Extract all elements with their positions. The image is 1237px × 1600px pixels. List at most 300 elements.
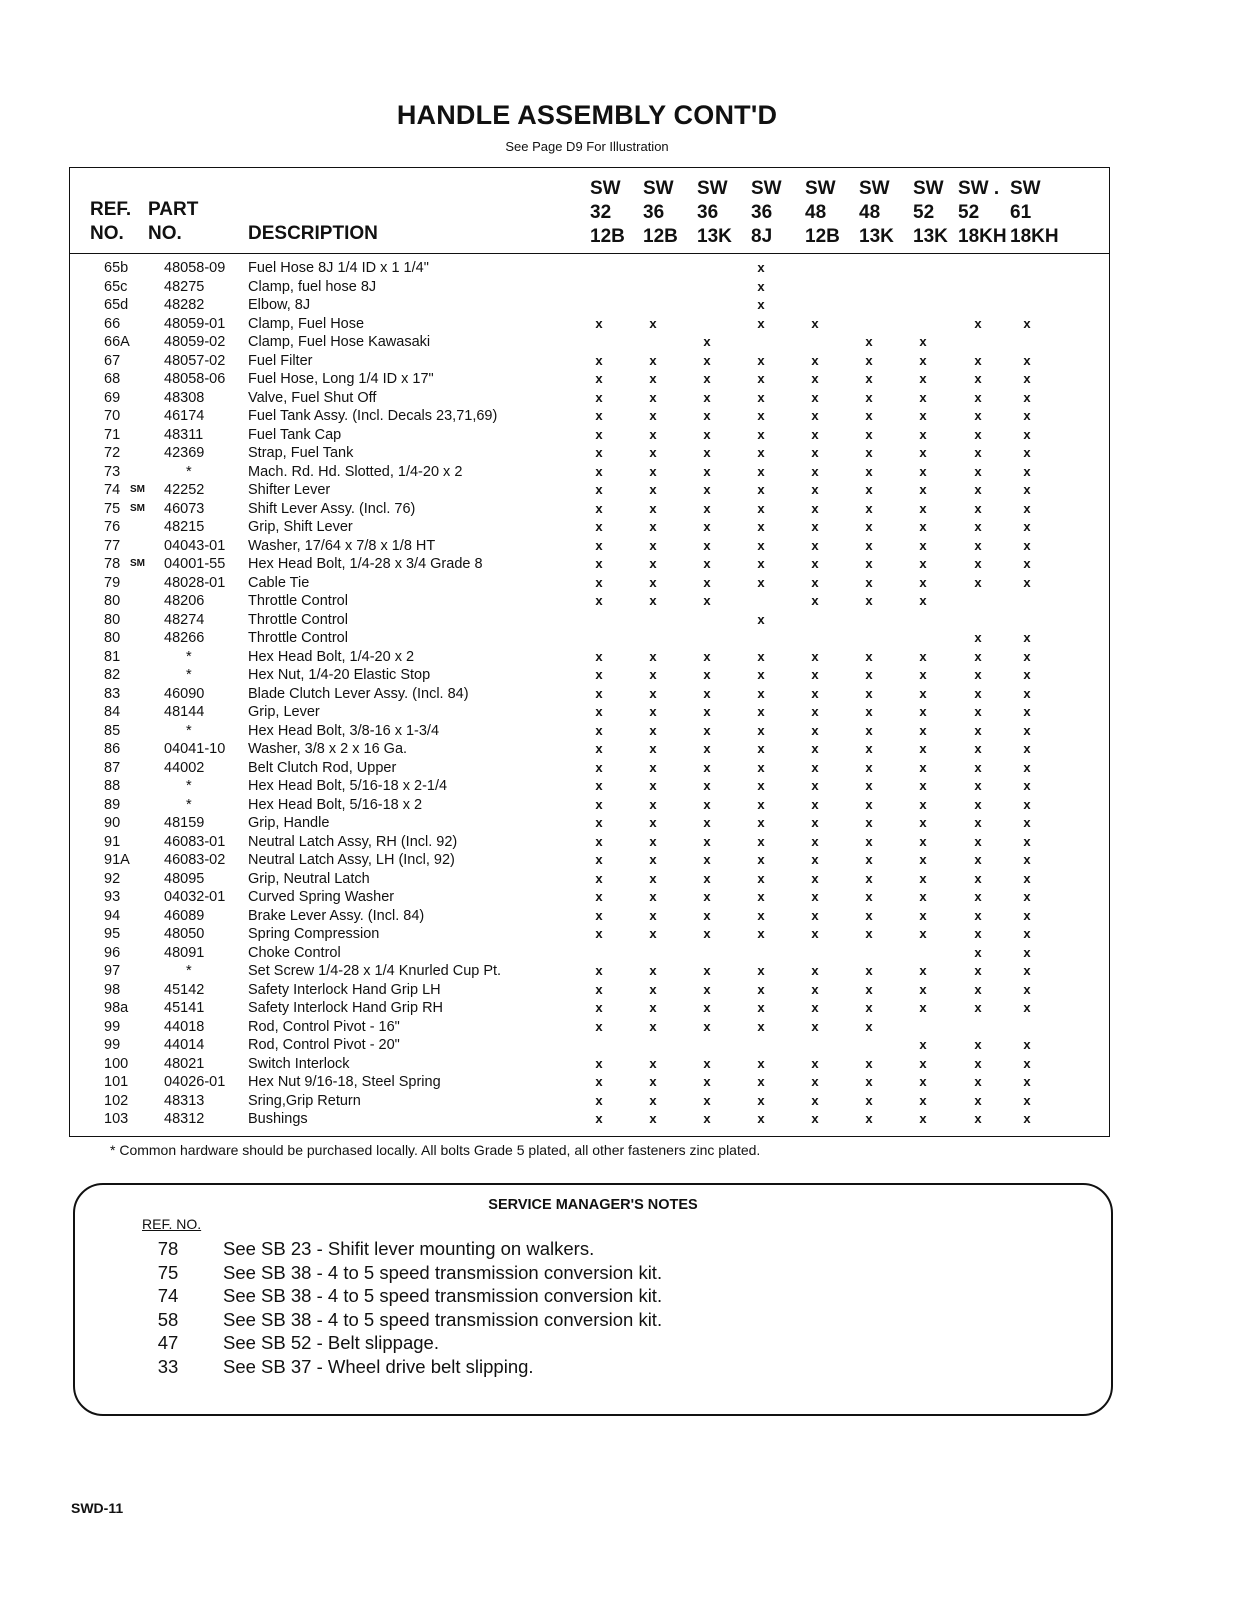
- applicability-mark: x: [703, 778, 711, 793]
- applicability-mark: x: [974, 944, 982, 960]
- ref-no-cell: 65c: [104, 278, 128, 295]
- applicability-mark: x: [649, 352, 657, 368]
- table-row: [70, 1018, 1109, 1037]
- ref-no-cell: 95: [104, 926, 121, 942]
- applicability-mark: x: [703, 796, 711, 812]
- part-no-cell: 46073: [164, 500, 205, 517]
- note-ref: 78: [157, 1238, 179, 1259]
- applicability-mark: x: [865, 445, 873, 460]
- description-cell: Neutral Latch Assy, RH (Incl. 92): [248, 833, 458, 850]
- ref-no-cell: 84: [104, 704, 121, 720]
- part-no-cell: 46083-02: [164, 852, 226, 868]
- applicability-mark: x: [811, 870, 819, 886]
- applicability-mark: x: [919, 889, 927, 904]
- applicability-mark: x: [865, 1092, 873, 1108]
- description-cell: Clamp, fuel hose 8J: [248, 278, 377, 295]
- service-manager-flag: SM: [130, 484, 145, 495]
- applicability-mark: x: [757, 1074, 765, 1089]
- description-cell: Bushings: [248, 1111, 308, 1127]
- description-cell: Choke Control: [248, 944, 341, 961]
- applicability-mark: x: [1023, 685, 1031, 701]
- note-ref: 58: [157, 1308, 179, 1330]
- applicability-mark: x: [1023, 315, 1031, 331]
- ref-no-cell: 101: [104, 1074, 129, 1090]
- part-no-cell: 48059-01: [164, 315, 226, 332]
- applicability-mark: x: [649, 963, 657, 978]
- description-cell: Fuel Tank Cap: [248, 426, 342, 443]
- part-no-cell: 48028-01: [164, 574, 226, 591]
- applicability-mark: x: [974, 667, 982, 682]
- applicability-mark: x: [974, 722, 982, 738]
- applicability-mark: x: [757, 722, 765, 738]
- ref-no-cell: 99: [104, 1018, 121, 1035]
- applicability-mark: x: [649, 852, 657, 867]
- applicability-mark: x: [649, 907, 657, 923]
- applicability-mark: x: [919, 963, 927, 978]
- description-cell: Hex Head Bolt, 1/4-20 x 2: [248, 648, 415, 665]
- applicability-mark: x: [1023, 778, 1031, 793]
- applicability-mark: x: [811, 315, 819, 331]
- description-cell: Hex Head Bolt, 1/4-28 x 3/4 Grade 8: [248, 556, 483, 572]
- applicability-mark: x: [1023, 537, 1031, 553]
- applicability-mark: x: [811, 722, 819, 738]
- applicability-mark: x: [757, 778, 765, 793]
- description-cell: Clamp, Fuel Hose: [248, 315, 365, 332]
- applicability-mark: x: [919, 796, 927, 812]
- applicability-mark: x: [974, 426, 982, 442]
- applicability-mark: x: [811, 426, 819, 442]
- part-no-cell: 48206: [164, 593, 205, 609]
- applicability-mark: x: [865, 556, 873, 571]
- applicability-mark: x: [919, 389, 927, 405]
- part-no-cell: 44002: [164, 759, 205, 776]
- applicability-mark: x: [595, 796, 603, 812]
- applicability-mark: x: [703, 870, 711, 886]
- description-cell: Throttle Control: [248, 630, 348, 646]
- applicability-mark: x: [919, 334, 927, 349]
- applicability-mark: x: [757, 685, 765, 701]
- applicability-mark: x: [595, 1055, 603, 1071]
- applicability-mark: x: [865, 519, 873, 534]
- applicability-mark: x: [865, 741, 873, 756]
- applicability-mark: x: [811, 778, 819, 793]
- part-no-cell: 48058-09: [164, 260, 226, 276]
- ref-no-cell: 68: [104, 371, 121, 387]
- applicability-mark: x: [595, 1000, 603, 1015]
- applicability-mark: x: [703, 334, 711, 349]
- applicability-mark: x: [974, 741, 982, 756]
- applicability-mark: x: [865, 500, 873, 516]
- description-cell: Fuel Hose, Long 1/4 ID x 17": [248, 371, 434, 387]
- table-row: [70, 981, 1109, 1000]
- part-no-cell: 48159: [164, 815, 205, 831]
- description-cell: Rod, Control Pivot - 16": [248, 1018, 400, 1035]
- applicability-mark: x: [865, 815, 873, 830]
- table-row: [70, 1055, 1109, 1074]
- applicability-mark: x: [919, 907, 927, 923]
- description-cell: Hex Head Bolt, 3/8-16 x 1-3/4: [248, 722, 440, 739]
- applicability-mark: x: [703, 981, 711, 997]
- applicability-mark: x: [703, 593, 711, 608]
- applicability-mark: x: [1023, 796, 1031, 812]
- applicability-mark: x: [919, 870, 927, 886]
- applicability-mark: x: [649, 389, 657, 405]
- table-row: [70, 444, 1109, 463]
- description-cell: Hex Head Bolt, 5/16-18 x 2-1/4: [248, 778, 448, 794]
- applicability-mark: x: [811, 408, 819, 423]
- description-cell: Strap, Fuel Tank: [248, 445, 354, 461]
- applicability-mark: x: [919, 574, 927, 590]
- applicability-mark: x: [865, 426, 873, 442]
- applicability-mark: x: [1023, 1111, 1031, 1126]
- table-row: [70, 999, 1109, 1018]
- applicability-mark: x: [595, 926, 603, 941]
- applicability-mark: x: [865, 648, 873, 664]
- applicability-mark: x: [865, 352, 873, 368]
- footnote: * Common hardware should be purchased locally. All bolts Grade 5 plated, all other fasteners zinc plated.: [110, 1142, 761, 1158]
- applicability-mark: x: [757, 611, 765, 627]
- applicability-mark: x: [703, 852, 711, 867]
- applicability-mark: x: [1023, 944, 1031, 960]
- applicability-mark: x: [919, 926, 927, 941]
- part-no-cell: 48091: [164, 944, 205, 961]
- applicability-mark: x: [649, 315, 657, 331]
- table-row: [70, 463, 1109, 482]
- applicability-mark: x: [811, 667, 819, 682]
- applicability-mark: x: [649, 926, 657, 941]
- model-column-header: SW 48 13K: [859, 178, 894, 247]
- applicability-mark: x: [919, 408, 927, 423]
- applicability-mark: x: [1023, 870, 1031, 886]
- applicability-mark: x: [757, 833, 765, 849]
- applicability-mark: x: [757, 667, 765, 682]
- applicability-mark: x: [865, 463, 873, 479]
- ref-no-cell: 66: [104, 315, 121, 332]
- applicability-mark: x: [1023, 426, 1031, 442]
- applicability-mark: x: [1023, 463, 1031, 479]
- ref-no-cell: 76: [104, 519, 121, 535]
- table-row: [70, 814, 1109, 833]
- applicability-mark: x: [757, 1092, 765, 1108]
- applicability-mark: x: [757, 426, 765, 442]
- part-no-cell: 48057-02: [164, 352, 226, 369]
- part-no-cell: 48311: [164, 426, 204, 443]
- part-no-cell: 48058-06: [164, 371, 226, 387]
- applicability-mark: x: [811, 1055, 819, 1071]
- part-no-cell: 04043-01: [164, 537, 226, 554]
- applicability-mark: x: [757, 278, 765, 294]
- description-cell: Fuel Tank Assy. (Incl. Decals 23,71,69): [248, 408, 498, 424]
- applicability-mark: x: [919, 1111, 927, 1126]
- applicability-mark: x: [974, 463, 982, 479]
- applicability-mark: x: [1023, 1000, 1031, 1015]
- applicability-mark: x: [703, 926, 711, 941]
- ref-no-cell: 91A: [104, 852, 130, 868]
- applicability-mark: x: [865, 1074, 873, 1089]
- applicability-mark: x: [974, 1000, 982, 1015]
- model-column-header: SW 36 13K: [697, 178, 732, 247]
- applicability-mark: x: [649, 870, 657, 886]
- description-cell: Shifter Lever: [248, 482, 331, 498]
- applicability-mark: x: [919, 500, 927, 516]
- page-title: HANDLE ASSEMBLY CONT'D: [396, 100, 778, 130]
- applicability-mark: x: [649, 704, 657, 719]
- applicability-mark: x: [865, 981, 873, 997]
- table-row: [70, 685, 1109, 704]
- ref-no-cell: 78: [104, 556, 121, 572]
- parts-table: [69, 167, 1110, 1137]
- ref-no-cell: 82: [104, 667, 121, 683]
- applicability-mark: x: [919, 482, 927, 497]
- applicability-mark: x: [974, 519, 982, 534]
- part-no-cell: 45141: [164, 1000, 205, 1016]
- model-column-header: SW 52 13K: [913, 178, 948, 247]
- part-no-cell: 48144: [164, 704, 205, 720]
- applicability-mark: x: [1023, 371, 1031, 386]
- table-row: [70, 333, 1109, 352]
- ref-no-cell: 72: [104, 445, 121, 461]
- ref-no-cell: 65b: [104, 260, 129, 276]
- applicability-mark: x: [1023, 667, 1031, 682]
- ref-no-cell: 75: [104, 500, 121, 517]
- applicability-mark: x: [974, 574, 982, 590]
- applicability-mark: x: [974, 482, 982, 497]
- model-column-header: SW 32 12B: [590, 178, 625, 247]
- applicability-mark: x: [1023, 833, 1031, 849]
- applicability-mark: x: [595, 741, 603, 756]
- table-row: [70, 481, 1109, 500]
- description-cell: Washer, 17/64 x 7/8 x 1/8 HT: [248, 537, 436, 554]
- ref-no-cell: 73: [104, 463, 121, 480]
- applicability-mark: x: [703, 408, 711, 423]
- applicability-mark: x: [595, 722, 603, 738]
- ref-no-cell: 66A: [104, 334, 130, 350]
- applicability-mark: x: [811, 889, 819, 904]
- applicability-mark: x: [703, 556, 711, 571]
- applicability-mark: x: [974, 630, 982, 645]
- applicability-mark: x: [811, 500, 819, 516]
- applicability-mark: x: [595, 371, 603, 386]
- part-no-cell: 48266: [164, 630, 205, 646]
- applicability-mark: x: [595, 445, 603, 460]
- table-row: [70, 629, 1109, 648]
- part-no-cell: *: [186, 667, 192, 683]
- part-no-cell: 46090: [164, 685, 205, 702]
- table-row: [70, 703, 1109, 722]
- applicability-mark: x: [811, 648, 819, 664]
- note-ref: 33: [157, 1355, 179, 1377]
- table-row: [70, 888, 1109, 907]
- applicability-mark: x: [649, 1055, 657, 1071]
- description-cell: Mach. Rd. Hd. Slotted, 1/4-20 x 2: [248, 463, 463, 480]
- applicability-mark: x: [865, 1000, 873, 1015]
- part-no-cell: 04026-01: [164, 1074, 226, 1090]
- table-row: [70, 518, 1109, 537]
- applicability-mark: x: [974, 963, 982, 978]
- note-text: See SB 52 - Belt slippage.: [223, 1332, 439, 1353]
- applicability-mark: x: [811, 445, 819, 460]
- applicability-mark: x: [757, 500, 765, 516]
- applicability-mark: x: [703, 907, 711, 923]
- applicability-mark: x: [811, 1074, 819, 1089]
- applicability-mark: x: [811, 926, 819, 941]
- applicability-mark: x: [865, 907, 873, 923]
- applicability-mark: x: [811, 537, 819, 553]
- applicability-mark: x: [811, 1018, 819, 1034]
- ref-no-cell: 80: [104, 630, 121, 646]
- applicability-mark: x: [595, 852, 603, 867]
- applicability-mark: x: [974, 796, 982, 812]
- applicability-mark: x: [865, 704, 873, 719]
- description-cell: Set Screw 1/4-28 x 1/4 Knurled Cup Pt.: [248, 963, 502, 979]
- applicability-mark: x: [703, 352, 711, 368]
- description-cell: Grip, Neutral Latch: [248, 870, 370, 887]
- part-no-cell: 42252: [164, 482, 205, 498]
- applicability-mark: x: [1023, 722, 1031, 738]
- applicability-mark: x: [703, 889, 711, 904]
- applicability-mark: x: [649, 778, 657, 793]
- applicability-mark: x: [919, 1055, 927, 1071]
- table-row: [70, 1110, 1109, 1129]
- applicability-mark: x: [595, 482, 603, 497]
- applicability-mark: x: [649, 593, 657, 608]
- ref-no-cell: 81: [104, 648, 121, 665]
- applicability-mark: x: [919, 352, 927, 368]
- applicability-mark: x: [649, 500, 657, 516]
- applicability-mark: x: [649, 519, 657, 534]
- notes-title: SERVICE MANAGER'S NOTES: [488, 1197, 698, 1213]
- applicability-mark: x: [757, 889, 765, 904]
- applicability-mark: x: [919, 722, 927, 738]
- applicability-mark: x: [703, 371, 711, 386]
- applicability-mark: x: [865, 926, 873, 941]
- applicability-mark: x: [703, 648, 711, 664]
- applicability-mark: x: [595, 463, 603, 479]
- part-no-cell: 48313: [164, 1092, 205, 1109]
- description-cell: Throttle Control: [248, 611, 348, 628]
- applicability-mark: x: [595, 408, 603, 423]
- applicability-mark: x: [1023, 389, 1031, 405]
- applicability-mark: x: [974, 445, 982, 460]
- description-cell: Spring Compression: [248, 926, 380, 942]
- applicability-mark: x: [649, 833, 657, 849]
- applicability-mark: x: [811, 371, 819, 386]
- ref-no-cell: 98: [104, 981, 121, 998]
- applicability-mark: x: [974, 556, 982, 571]
- part-no-cell: 48059-02: [164, 334, 226, 350]
- applicability-mark: x: [757, 963, 765, 978]
- note-text: See SB 38 - 4 to 5 speed transmission conversion kit.: [223, 1308, 663, 1330]
- applicability-mark: x: [811, 852, 819, 867]
- applicability-mark: x: [974, 389, 982, 405]
- note-text: See SB 23 - Shifit lever mounting on walkers.: [223, 1238, 595, 1259]
- applicability-mark: x: [1023, 907, 1031, 923]
- description-cell: Grip, Shift Lever: [248, 519, 353, 535]
- applicability-mark: x: [811, 593, 819, 608]
- applicability-mark: x: [974, 981, 982, 997]
- applicability-mark: x: [974, 1055, 982, 1071]
- applicability-mark: x: [865, 537, 873, 553]
- applicability-mark: x: [703, 482, 711, 497]
- applicability-mark: x: [703, 389, 711, 405]
- applicability-mark: x: [1023, 519, 1031, 534]
- applicability-mark: x: [865, 1018, 873, 1034]
- applicability-mark: x: [811, 1111, 819, 1126]
- model-column-header: SW 36 8J: [751, 178, 782, 247]
- applicability-mark: x: [595, 981, 603, 997]
- applicability-mark: x: [703, 574, 711, 590]
- applicability-mark: x: [649, 815, 657, 830]
- ref-no-cell: 74: [104, 482, 121, 498]
- applicability-mark: x: [595, 352, 603, 368]
- note-text: See SB 38 - 4 to 5 speed transmission conversion kit.: [223, 1285, 663, 1306]
- model-column-header: SW 48 12B: [805, 178, 840, 247]
- description-cell: Hex Nut 9/16-18, Steel Spring: [248, 1074, 441, 1090]
- note-text: See SB 37 - Wheel drive belt slipping.: [223, 1355, 534, 1377]
- part-no-header: PART NO.: [148, 199, 199, 244]
- description-cell: Grip, Lever: [248, 704, 320, 720]
- applicability-mark: x: [865, 722, 873, 738]
- applicability-mark: x: [649, 1111, 657, 1126]
- applicability-mark: x: [811, 833, 819, 849]
- table-row: [70, 537, 1109, 556]
- applicability-mark: x: [974, 648, 982, 664]
- applicability-mark: x: [919, 371, 927, 386]
- applicability-mark: x: [865, 685, 873, 701]
- applicability-mark: x: [649, 1074, 657, 1089]
- applicability-mark: x: [919, 556, 927, 571]
- applicability-mark: x: [703, 1111, 711, 1126]
- ref-no-cell: 65d: [104, 297, 129, 313]
- applicability-mark: x: [1023, 1055, 1031, 1071]
- description-cell: Hex Head Bolt, 5/16-18 x 2: [248, 796, 423, 813]
- applicability-mark: x: [919, 593, 927, 608]
- applicability-mark: x: [757, 759, 765, 775]
- applicability-mark: x: [703, 500, 711, 516]
- description-cell: Fuel Hose 8J 1/4 ID x 1 1/4": [248, 260, 429, 276]
- applicability-mark: x: [757, 537, 765, 553]
- table-row: [70, 962, 1109, 981]
- applicability-mark: x: [757, 556, 765, 571]
- applicability-mark: x: [703, 1018, 711, 1034]
- applicability-mark: x: [595, 500, 603, 516]
- applicability-mark: x: [865, 667, 873, 682]
- part-no-cell: *: [186, 722, 192, 739]
- description-cell: Switch Interlock: [248, 1055, 350, 1072]
- applicability-mark: x: [919, 759, 927, 775]
- applicability-mark: x: [595, 963, 603, 978]
- applicability-mark: x: [919, 463, 927, 479]
- table-row: [70, 407, 1109, 426]
- applicability-mark: x: [757, 482, 765, 497]
- table-row: [70, 648, 1109, 667]
- ref-no-cell: 92: [104, 870, 121, 887]
- part-no-cell: *: [186, 778, 192, 794]
- applicability-mark: x: [811, 1000, 819, 1015]
- applicability-mark: x: [811, 759, 819, 775]
- applicability-mark: x: [919, 667, 927, 682]
- applicability-mark: x: [919, 833, 927, 849]
- applicability-mark: x: [703, 445, 711, 460]
- ref-no-header: REF. NO.: [90, 199, 132, 244]
- part-no-cell: 46089: [164, 907, 205, 924]
- table-row: [70, 352, 1109, 371]
- notes-list: [75, 1237, 1111, 1378]
- note-text: See SB 38 - 4 to 5 speed transmission conversion kit.: [223, 1261, 663, 1283]
- table-body: [70, 259, 1109, 1129]
- description-cell: Washer, 3/8 x 2 x 16 Ga.: [248, 741, 408, 757]
- applicability-mark: x: [649, 556, 657, 571]
